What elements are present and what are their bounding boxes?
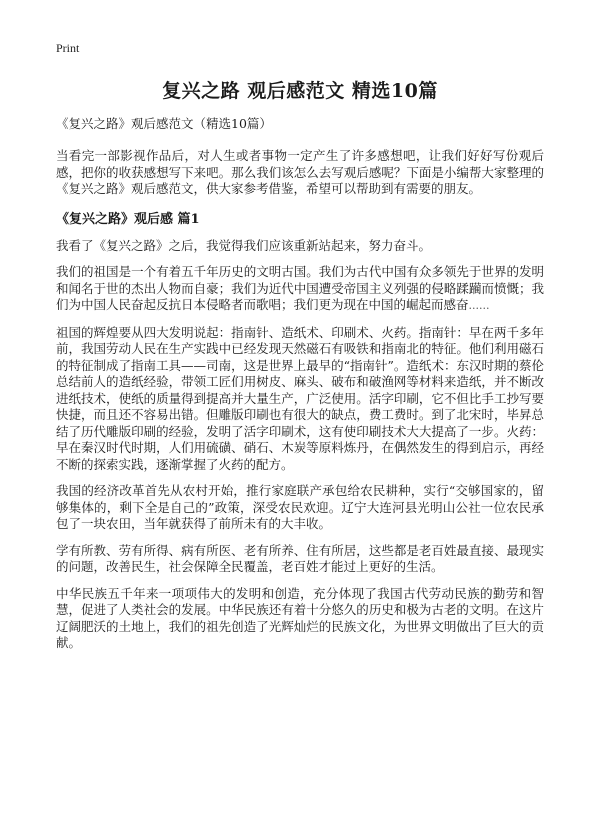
body-paragraph-2 xyxy=(56,264,544,315)
body-paragraph-1: 我看了《复兴之路》之后，我觉得我们应该重新站起来，努力奋斗。 xyxy=(56,237,432,253)
document-title: 复兴之路 观后感范文 精选10篇 xyxy=(162,80,438,102)
body-paragraph-6: 中华民族五千年来一项项伟大的发明和创造，充分体现了我国古代劳动民族的勤劳和智慧，促进了人类社会的发展。中华民族还有着十分悠久的历史和极为古老的文明。在这片辽阔肥沃的土地上，我们的祖先创造了光辉灿烂的民族文化，为世界文明做出了巨大的贡献。 xyxy=(56,585,544,650)
intro-paragraph: 当看完一部影视作品后，对人生或者事物一定产生了许多感想吧，让我们好好写份观后感，把你的收获感想写下来吧。那么我们该怎么去写观后感呢？下面是小编帮大家整理的《复兴之路》观后感范文，供大家参考借鉴，希望可以帮助到有需要的朋友。 xyxy=(56,148,544,196)
body-paragraph-2-text: 我们的祖国是一个有着五千年历史的文明古国。我们为古代中国有众多领先于世界的发明和闻名于世的杰出人物而自豪；我们为近代中国遭受帝国主义列强的侵略蹂躏而愤慨；我们为中国人民奋起反抗日本侵略者而歌唱；我们更为现在中国的崛起而感奋 xyxy=(56,264,544,312)
section-heading: 《复兴之路》观后感 篇1 xyxy=(56,211,200,227)
body-paragraph-3: 祖国的辉煌要从四大发明说起：指南针、造纸术、印刷术、火药。指南针：早在两千多年前，我国劳动人民在生产实践中已经发现天然磁石有吸铁和指南北的特征。他们利用磁石的特征制成了指南工具——司南，这是世界上最早的“指南针”。造纸术：东汉时期的蔡伦总结前人的造纸经验，带领工匠们用树皮、麻头、破布和破渔网等材料来造纸，并不断改进纸技术，使纸的质量得到提高并大量生产，广泛使用。活字印刷，它不但比手工抄写要快捷，而且还不容易出错。但雕版印刷也有很大的缺点，费工费时。到了北宋时，毕昇总结了历代雕版印刷的经验，发明了活字印刷术，这有使印刷技术大大提高了一步。火药：早在秦汉时代时期，人们用硫磺、硝石、木炭等原料炼丹，在偶然发生的得到启示，再经不断的探索实践，逐渐掌握了火药的配方。 xyxy=(56,324,544,472)
print-label: Print xyxy=(56,41,80,55)
document-subtitle: 《复兴之路》观后感范文（精选10篇） xyxy=(56,116,272,131)
body-paragraph-4: 我国的经济改革首先从农村开始，推行家庭联产承包给农民耕种，实行“交够国家的，留够集体的，剩下全是自己的”政策，深受农民欢迎。辽宁大连河县光明山公社一位农民承包了一块农田，当年就获得了前所未有的大丰收。 xyxy=(56,483,544,531)
ellipsis: ...... xyxy=(468,299,490,312)
body-paragraph-5: 学有所教、劳有所得、病有所医、老有所养、住有所居，这些都是老百姓最直接、最现实的问题，改善民生，社会保障全民覆盖，老百姓才能过上更好的生活。 xyxy=(56,542,544,574)
